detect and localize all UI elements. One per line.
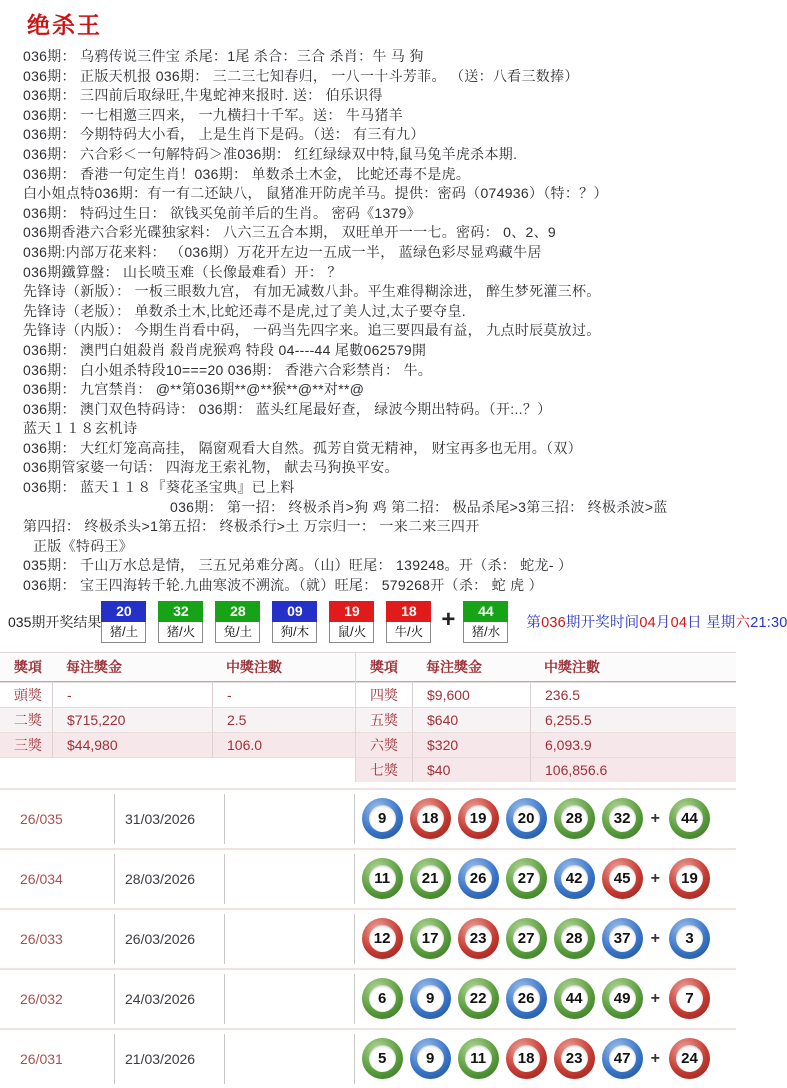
prize-table-row bbox=[356, 682, 736, 707]
prize-units: 6,093.9 bbox=[530, 733, 736, 757]
lottery-ball bbox=[458, 798, 499, 839]
history-period: 26/032 bbox=[20, 990, 63, 1007]
result-ball-box bbox=[215, 601, 260, 643]
prize-name: 二獎 bbox=[14, 711, 42, 728]
history-period: 26/031 bbox=[20, 1050, 63, 1067]
info-line: 036期： 三四前后取绿旺,牛鬼蛇神来报时. 送： 伯乐识得 bbox=[23, 87, 383, 104]
lottery-ball bbox=[554, 798, 595, 839]
plus-icon: + bbox=[441, 605, 456, 633]
info-line: 036期： 特码过生日： 欲钱买兔前羊后的生肖。 密码《1379》 bbox=[23, 204, 422, 221]
history-date: 28/03/2026 bbox=[125, 870, 196, 887]
prize-name: 頭獎 bbox=[14, 686, 42, 703]
info-line: 先锋诗（老版）： 单数杀土木,比蛇还毒不是虎,过了美人过,太子要夺皇. bbox=[23, 302, 466, 319]
history-period: 26/034 bbox=[20, 870, 63, 887]
lottery-ball-number: 19 bbox=[676, 865, 703, 892]
lottery-ball-number: 26 bbox=[465, 865, 492, 892]
divider bbox=[224, 794, 225, 844]
prize-units: - bbox=[212, 683, 355, 707]
history-balls bbox=[355, 858, 736, 899]
prize-table-left bbox=[0, 653, 356, 782]
lottery-ball bbox=[602, 798, 643, 839]
lottery-ball bbox=[602, 1038, 643, 1079]
draw-result-label: 035期开奖结果 bbox=[8, 613, 102, 630]
prize-amount: $640 bbox=[412, 708, 530, 732]
prize-amount bbox=[52, 758, 212, 782]
history-row bbox=[0, 788, 736, 848]
prize-header-name: 獎項 bbox=[370, 658, 398, 675]
next-draw-segment: 六 bbox=[735, 615, 751, 632]
history-row bbox=[0, 908, 736, 968]
lottery-ball bbox=[410, 798, 451, 839]
lottery-ball bbox=[410, 858, 451, 899]
plus-icon: + bbox=[650, 869, 660, 887]
result-ball-zodiac: 猪/土 bbox=[101, 622, 146, 643]
lottery-ball-number: 32 bbox=[609, 805, 636, 832]
prize-units: 6,255.5 bbox=[530, 708, 736, 732]
result-ball-zodiac: 牛/火 bbox=[386, 622, 431, 643]
info-line: 先锋诗（新版）： 一板三眼数九宫， 有加无减数八卦。平生难得糊涂进， 醉生梦死灌三杯。 bbox=[23, 283, 601, 300]
lottery-ball-number: 11 bbox=[369, 865, 396, 892]
info-line: 先锋诗（内版）： 今期生肖看中码， 一码当先四字来。追三要四最有益， 九点时辰莫放过。 bbox=[23, 322, 601, 339]
lottery-ball-number: 21 bbox=[417, 865, 444, 892]
lottery-ball-number: 26 bbox=[513, 985, 540, 1012]
result-ball-box bbox=[158, 601, 203, 643]
lottery-ball bbox=[669, 798, 710, 839]
lottery-ball-number: 3 bbox=[676, 925, 703, 952]
lottery-ball bbox=[669, 1038, 710, 1079]
next-draw-segment: 036 bbox=[541, 615, 566, 632]
history-list bbox=[0, 788, 736, 1088]
lottery-ball-number: 19 bbox=[465, 805, 492, 832]
lottery-ball bbox=[506, 978, 547, 1019]
prize-table-row bbox=[0, 707, 355, 732]
prize-units: 2.5 bbox=[212, 708, 355, 732]
lottery-ball-number: 17 bbox=[417, 925, 444, 952]
prize-amount: $40 bbox=[412, 758, 530, 782]
prize-units: 106,856.6 bbox=[530, 758, 736, 782]
lottery-ball-number: 9 bbox=[417, 1045, 444, 1072]
next-draw-segment: 日 星期 bbox=[687, 615, 736, 632]
lottery-ball bbox=[506, 1038, 547, 1079]
result-ball-zodiac: 猪/火 bbox=[158, 622, 203, 643]
lottery-ball-number: 20 bbox=[513, 805, 540, 832]
info-line: 036期： 六合彩＜一句解特码＞准036期： 红红绿绿双中特,鼠马兔羊虎杀本期. bbox=[23, 145, 518, 162]
info-line: 第四招： 终极杀头>1第五招： 终极杀行>土 万宗归一： 一来二来三四开 bbox=[23, 518, 480, 535]
result-ball-number: 09 bbox=[272, 601, 317, 622]
prize-units: 106.0 bbox=[212, 733, 355, 757]
prize-header-units: 中獎注數 bbox=[544, 658, 600, 675]
prize-table-row bbox=[0, 757, 355, 782]
prize-table-row bbox=[356, 732, 736, 757]
result-ball-number: 44 bbox=[463, 601, 508, 622]
info-line: 036期： 九宫禁肖： @**第036期**@**猴**@**对**@ bbox=[23, 381, 365, 398]
lottery-ball-number: 18 bbox=[513, 1045, 540, 1072]
history-row bbox=[0, 968, 736, 1028]
history-date: 31/03/2026 bbox=[125, 810, 196, 827]
result-ball-number: 20 bbox=[101, 601, 146, 622]
info-line: 正版《特码王》 bbox=[33, 537, 134, 554]
lottery-ball bbox=[554, 1038, 595, 1079]
lottery-ball-number: 23 bbox=[561, 1045, 588, 1072]
result-balls bbox=[101, 601, 520, 643]
lottery-ball bbox=[410, 978, 451, 1019]
prize-header-name: 獎項 bbox=[14, 658, 42, 675]
plus-icon: + bbox=[650, 989, 660, 1007]
history-period: 26/033 bbox=[20, 930, 63, 947]
info-line: 036期： 大红灯笼高高挂， 隔窗观看大自然。孤芳自赏无精神， 财宝再多也无用。（双） bbox=[23, 439, 582, 456]
lottery-ball-number: 37 bbox=[609, 925, 636, 952]
prize-header-amount: 每注獎金 bbox=[426, 658, 482, 675]
history-balls bbox=[355, 1038, 736, 1079]
history-date: 26/03/2026 bbox=[125, 930, 196, 947]
result-ball-number: 18 bbox=[386, 601, 431, 622]
lottery-ball bbox=[506, 798, 547, 839]
result-ball-box bbox=[101, 601, 146, 643]
next-draw-segment: 期开奖时间 bbox=[565, 615, 640, 632]
history-date: 21/03/2026 bbox=[125, 1050, 196, 1067]
prize-table-right bbox=[356, 653, 736, 782]
lottery-ball-number: 27 bbox=[513, 925, 540, 952]
history-row bbox=[0, 1028, 736, 1088]
info-line: 036期： 第一招： 终极杀肖>狗 鸡 第二招： 极品杀尾>3第三招： 终极杀波>蓝 bbox=[170, 498, 668, 515]
info-line: 036期管家婆一句话： 四海龙王索礼物， 献去马狗换平安。 bbox=[23, 459, 399, 476]
result-ball-box bbox=[463, 601, 508, 643]
lottery-ball-number: 9 bbox=[417, 985, 444, 1012]
info-line: 036期： 一七相邀三四来， 一九横扫十千军。送： 牛马猪羊 bbox=[23, 106, 404, 123]
lottery-ball-number: 44 bbox=[561, 985, 588, 1012]
lottery-ball-number: 24 bbox=[676, 1045, 703, 1072]
history-balls bbox=[355, 978, 736, 1019]
info-line: 035期： 千山万水总是情， 三五兄弟难分离。（山）旺尾： 139248。开（杀： 蛇龙- ） bbox=[23, 557, 573, 574]
result-ball-zodiac: 狗/木 bbox=[272, 622, 317, 643]
lottery-ball bbox=[362, 858, 403, 899]
divider bbox=[224, 1034, 225, 1084]
lottery-ball bbox=[669, 978, 710, 1019]
lottery-ball bbox=[458, 918, 499, 959]
prize-header-units: 中獎注數 bbox=[226, 658, 282, 675]
lottery-ball-number: 7 bbox=[676, 985, 703, 1012]
prize-name: 七獎 bbox=[370, 761, 398, 778]
history-balls bbox=[355, 918, 736, 959]
lottery-ball bbox=[362, 978, 403, 1019]
lottery-ball-number: 12 bbox=[369, 925, 396, 952]
lottery-ball bbox=[410, 918, 451, 959]
prize-amount: - bbox=[52, 683, 212, 707]
info-lines bbox=[0, 45, 736, 596]
prize-name: 四獎 bbox=[370, 686, 398, 703]
lottery-ball-number: 23 bbox=[465, 925, 492, 952]
draw-result-strip bbox=[0, 597, 787, 647]
result-ball-zodiac: 兔/土 bbox=[215, 622, 260, 643]
info-line: 036期： 澳門白姐殺肖 殺肖虎猴鸡 特段 04----44 尾數062579開 bbox=[23, 341, 427, 358]
lottery-ball-number: 42 bbox=[561, 865, 588, 892]
lottery-ball-number: 28 bbox=[561, 805, 588, 832]
lottery-ball bbox=[362, 918, 403, 959]
result-ball-number: 32 bbox=[158, 601, 203, 622]
info-line: 白小姐点特036期：有一有二还缺八， 鼠猪准开防虎羊马。提供：密码（074936）（特：？） bbox=[23, 185, 608, 202]
next-draw-info bbox=[526, 611, 787, 632]
prize-name bbox=[0, 758, 52, 782]
lottery-ball-number: 27 bbox=[513, 865, 540, 892]
plus-icon: + bbox=[650, 929, 660, 947]
prize-table-header-row bbox=[356, 653, 736, 682]
lottery-ball-number: 45 bbox=[609, 865, 636, 892]
info-line: 蓝天１１８玄机诗 bbox=[23, 420, 138, 437]
lottery-ball bbox=[458, 1038, 499, 1079]
lottery-ball bbox=[554, 918, 595, 959]
info-line: 036期： 宝王四海转千轮.九曲寒波不溯流。（就）旺尾： 579268开（杀： 蛇 虎 ） bbox=[23, 577, 543, 594]
lottery-ball-number: 47 bbox=[609, 1045, 636, 1072]
prize-amount: $9,600 bbox=[412, 683, 530, 707]
lottery-ball bbox=[602, 858, 643, 899]
lottery-ball bbox=[362, 1038, 403, 1079]
lottery-ball-number: 6 bbox=[369, 985, 396, 1012]
next-draw-segment: 月 bbox=[655, 615, 671, 632]
prize-table-row bbox=[356, 707, 736, 732]
result-ball-box bbox=[386, 601, 431, 643]
prize-table-header-row bbox=[0, 653, 355, 682]
lottery-ball bbox=[506, 858, 547, 899]
info-line: 036期： 香港一句定生肖！036期： 单数杀土木金， 比蛇还毒不是虎。 bbox=[23, 165, 471, 182]
prize-amount: $715,220 bbox=[52, 708, 212, 732]
history-row bbox=[0, 848, 736, 908]
lottery-ball-number: 18 bbox=[417, 805, 444, 832]
prize-header-amount: 每注獎金 bbox=[66, 658, 122, 675]
prize-units: 236.5 bbox=[530, 683, 736, 707]
page-title: 绝杀王 bbox=[27, 12, 102, 38]
prize-name: 三獎 bbox=[14, 736, 42, 753]
info-line: 036期： 白小姐杀特段10===20 036期： 香港六合彩禁肖： 牛。 bbox=[23, 361, 433, 378]
divider bbox=[224, 854, 225, 904]
lottery-ball bbox=[669, 918, 710, 959]
lottery-ball bbox=[554, 858, 595, 899]
result-ball-number: 28 bbox=[215, 601, 260, 622]
lottery-ball bbox=[602, 918, 643, 959]
lottery-ball-number: 9 bbox=[369, 805, 396, 832]
next-draw-segment: 第 bbox=[526, 615, 542, 632]
prize-tables bbox=[0, 652, 736, 782]
lottery-ball bbox=[602, 978, 643, 1019]
info-line: 036期： 正版天机报 036期： 三二三七知春归， 一八一十斗芳菲。 （送：八看三数捧） bbox=[23, 67, 579, 84]
divider bbox=[224, 914, 225, 964]
lottery-ball-number: 22 bbox=[465, 985, 492, 1012]
next-draw-segment: 04 bbox=[639, 615, 656, 632]
plus-icon: + bbox=[650, 1049, 660, 1067]
prize-units bbox=[212, 758, 355, 782]
lottery-ball bbox=[458, 858, 499, 899]
prize-name: 五獎 bbox=[370, 711, 398, 728]
lottery-ball bbox=[410, 1038, 451, 1079]
next-draw-segment: 21:30 bbox=[750, 615, 787, 632]
lottery-ball-number: 28 bbox=[561, 925, 588, 952]
result-ball-zodiac: 鼠/火 bbox=[329, 622, 374, 643]
result-ball-number: 19 bbox=[329, 601, 374, 622]
divider bbox=[224, 974, 225, 1024]
info-line: 036期香港六合彩光碟独家料： 八六三五合本期， 双旺单开一一七。密码： 0、2、9 bbox=[23, 224, 556, 241]
lottery-ball bbox=[506, 918, 547, 959]
info-line: 036期鐵算盤： 山长喷玉难（长像最难看）开： ？ bbox=[23, 263, 342, 280]
result-ball-box bbox=[272, 601, 317, 643]
prize-amount: $44,980 bbox=[52, 733, 212, 757]
lottery-ball bbox=[554, 978, 595, 1019]
info-line: 036期： 澳门双色特码诗： 036期： 蓝头红尾最好查， 绿波今期出特码。（开:..？） bbox=[23, 400, 552, 417]
prize-table-row bbox=[356, 757, 736, 782]
lottery-ball bbox=[669, 858, 710, 899]
prize-amount: $320 bbox=[412, 733, 530, 757]
lottery-ball-number: 5 bbox=[369, 1045, 396, 1072]
info-line: 036期:内部万花来料： （036期）万花开左边一五成一半， 蓝绿色彩尽显鸡藏牛居 bbox=[23, 243, 542, 260]
lottery-ball-number: 44 bbox=[676, 805, 703, 832]
plus-icon: + bbox=[650, 809, 660, 827]
lottery-ball bbox=[362, 798, 403, 839]
info-line: 036期： 今期特码大小看， 上是生肖下是码。（送： 有三有九） bbox=[23, 126, 425, 143]
info-line: 036期： 蓝天１１８『葵花圣宝典』已上料 bbox=[23, 479, 295, 496]
lottery-ball-number: 11 bbox=[465, 1045, 492, 1072]
history-period: 26/035 bbox=[20, 810, 63, 827]
history-date: 24/03/2026 bbox=[125, 990, 196, 1007]
prize-name: 六獎 bbox=[370, 736, 398, 753]
result-ball-box bbox=[329, 601, 374, 643]
lottery-ball-number: 49 bbox=[609, 985, 636, 1012]
prize-table-row bbox=[0, 682, 355, 707]
history-balls bbox=[355, 798, 736, 839]
result-ball-zodiac: 猪/水 bbox=[463, 622, 508, 643]
lottery-ball bbox=[458, 978, 499, 1019]
next-draw-segment: 04 bbox=[670, 615, 688, 632]
prize-table-row bbox=[0, 732, 355, 757]
info-line: 036期： 乌鸦传说三件宝 杀尾：1尾 杀合：三合 杀肖：牛 马 狗 bbox=[23, 48, 424, 64]
